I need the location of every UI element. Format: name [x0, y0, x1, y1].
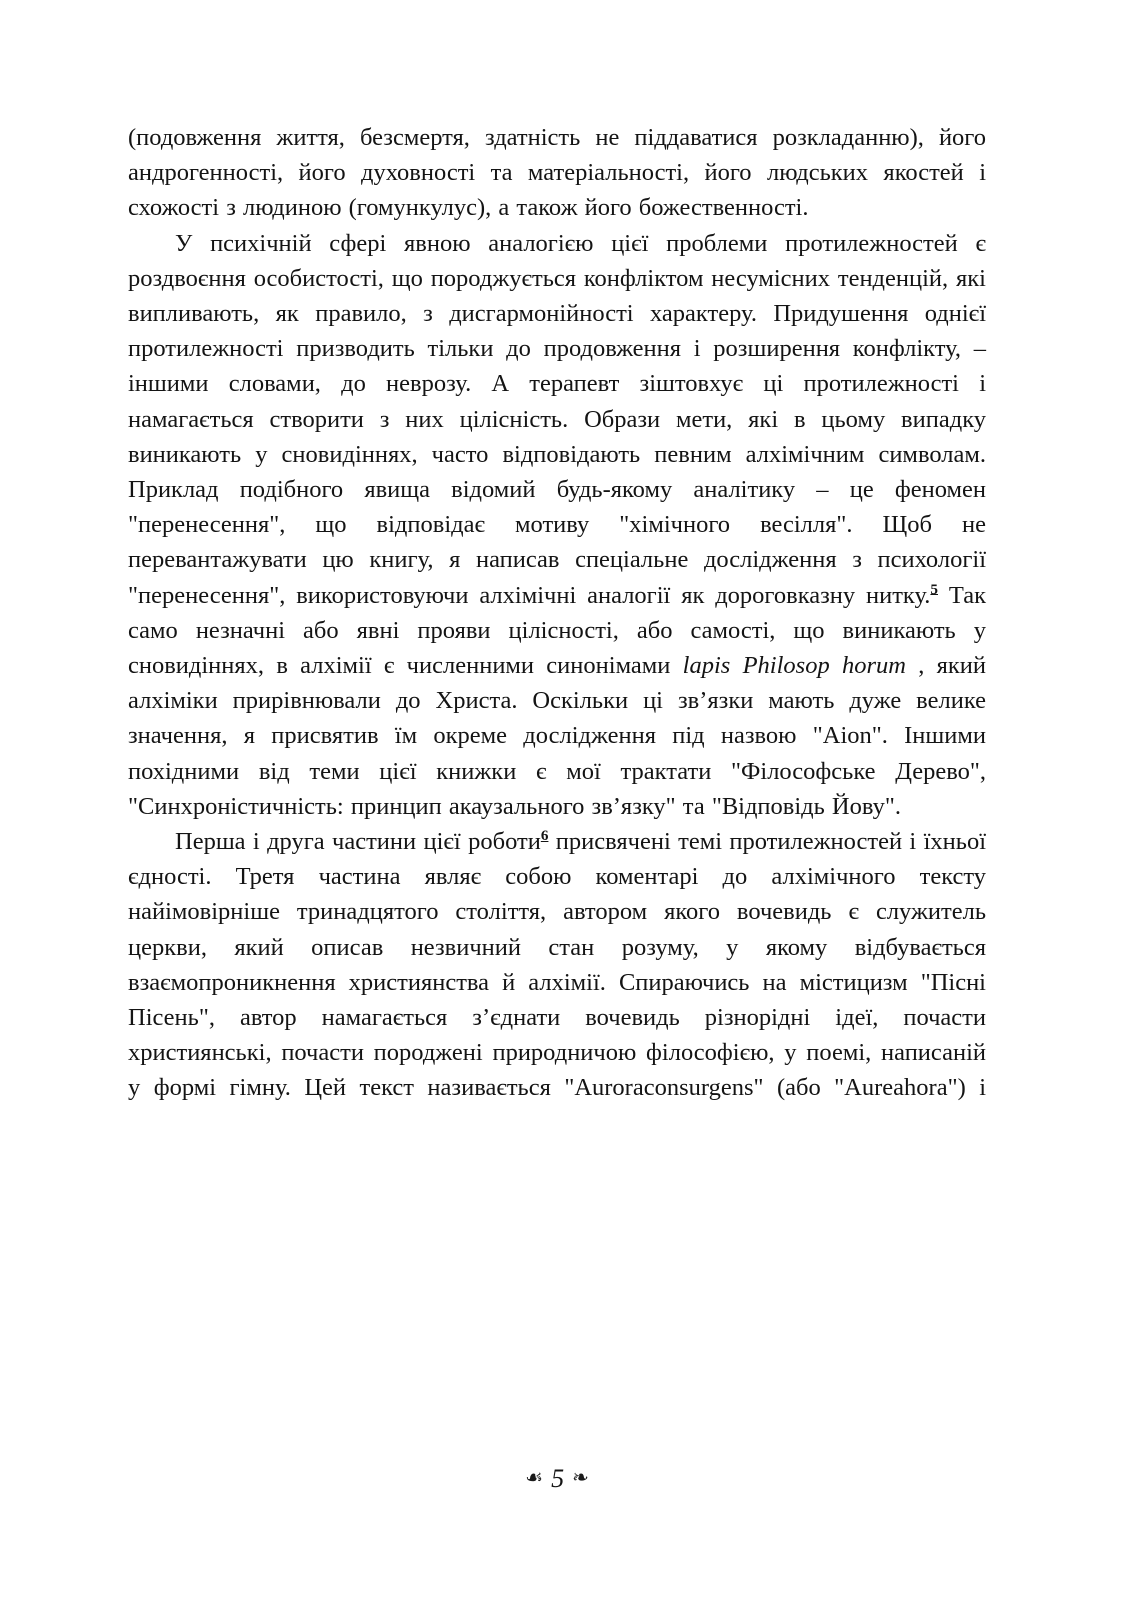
page-number: 5 — [551, 1464, 565, 1493]
text-segment: , який алхіміки прирівнювали до Христа. Оскільки ці зв’язки мають дуже велике значення, я присвятив їм окреме дослідження під назвою "Aion". Іншими похідними від теми цієї книжки є мої трактати "Філософське Дерево", "Синхроністичність: принцип акаузального зв’язку" та "Відповідь Йову". — [128, 652, 987, 820]
text-segment: (подовження життя, безсмертя, здатність не піддаватися розкладанню), його андрогенності, його духовності та матеріальності, його людських якостей і схожості з людиною (гомункулус), а також його божественності. — [128, 124, 986, 222]
footnote-reference[interactable]: 6 — [540, 826, 549, 844]
footer-ornament-right-icon: ❧ — [572, 1467, 589, 1489]
text-segment: присвячені темі протилежностей і їхньої єдності. Третя частина являє собою коментарі до алхімічного тексту найімовірніше тринадцятого століття, автором якого вочевидь є служитель церкви, який описав незвичний стан розуму, у якому відбувається взаємопроникнення християнства й алхімії. Спираючись на містицизм "Пісні Пісень", автор намагається з’єднати вочевидь різнорідні ідеї, почасти християнські, почасти породжені природничою філософією, у поемі, написаній у формі гімну. Цей текст називається "Auroraconsurgens" (або "Aureahora") і — [128, 828, 986, 1102]
paragraph-2 — [128, 226, 986, 824]
text-segment: У психічній сфері явною аналогією цієї проблеми протилежностей є роздвоєння особистості, що породжується конфліктом несумісних тенденцій, які випливають, як правило, з дисгармонійності характеру. Придушення однієї протилежності призводить тільки до продовження і розширення конфлікту, – іншими словами, до неврозу. А терапевт зіштовхує ці протилежності і намагається створити з них цілісність. Образи мети, які в цьому випадку виникають у сновидіннях, часто відповідають певним алхімічним символам. Приклад подібного явища відомий будь-якому аналітику – це феномен "перенесення", що відповідає мотиву "хімічного весілля". Щоб не перевантажувати цю книгу, я написав спеціальне дослідження з психології "перенесення", використовуючи алхімічні аналогії як дороговказну нитку. — [128, 229, 986, 609]
paragraph-1 — [128, 120, 986, 226]
footer-ornament-left-icon: ☙ — [525, 1467, 544, 1489]
footnote-reference[interactable]: 5 — [930, 580, 938, 598]
text-block — [128, 120, 986, 1106]
paragraph-3 — [128, 824, 986, 1106]
page-footer — [128, 1464, 986, 1494]
text-segment: Перша і друга частини цієї роботи — [175, 828, 541, 856]
italic-text-segment: lapis Philosop horum — [682, 652, 906, 680]
text-segment: Так само незначні або явні прояви цілісності, або самості, що виникають у сновидіннях, в алхімії є численними синонімами — [128, 581, 986, 680]
